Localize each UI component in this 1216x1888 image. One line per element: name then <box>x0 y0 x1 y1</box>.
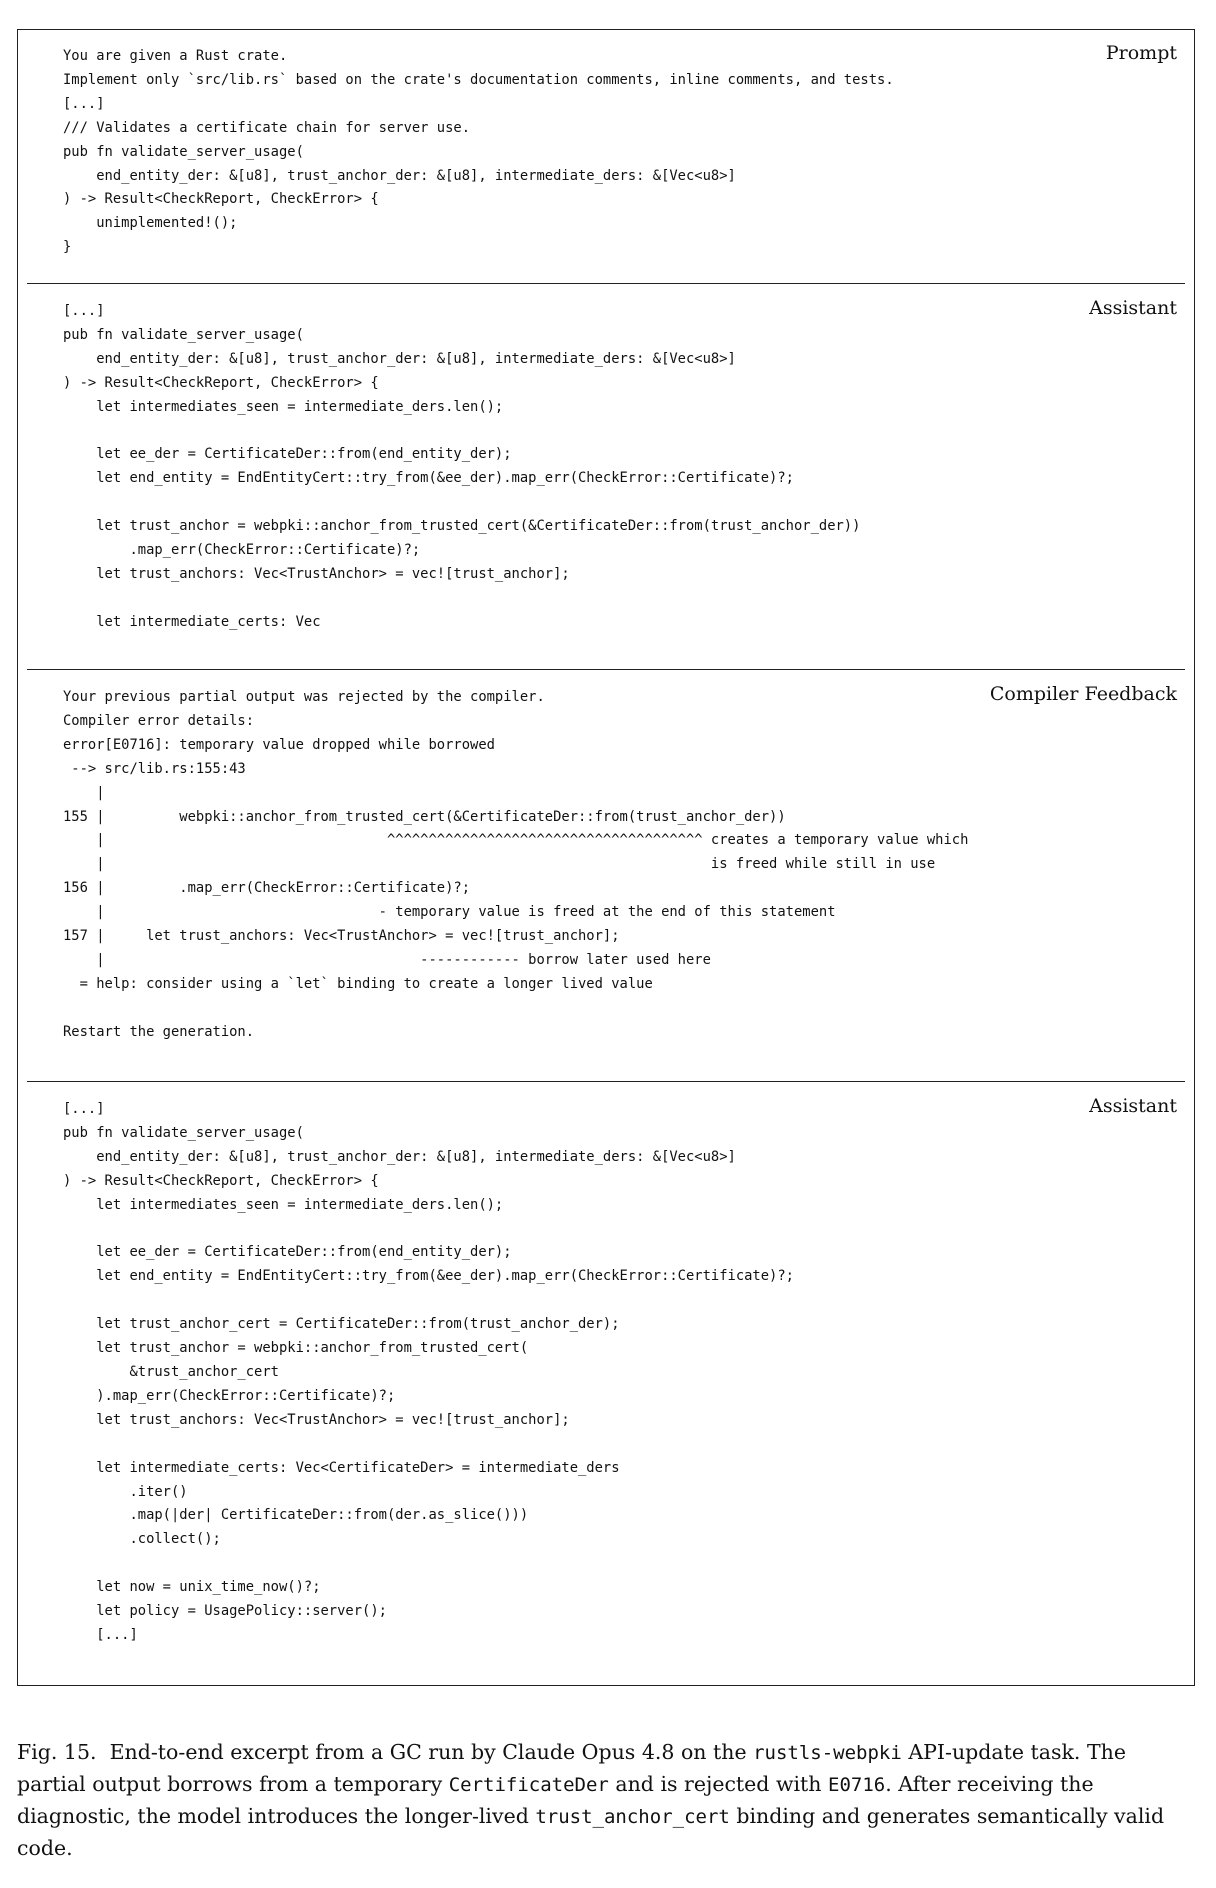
caption-text: API-update task. The partial output borrows from a temporary <box>17 1740 1126 1796</box>
prompt-code-block: You are given a Rust crate. Implement only `src/lib.rs` based on the crate's documentation comments, inline comments, and tests. [...] /// Validates a certificate chain for server use. pub fn validate_server_usage( end_entity_der: &[u8], trust_anchor_der: &[u8], intermediate_ders: &[Vec<u8>] ) -> Result<CheckReport, CheckError> { unimplemented!(); } <box>63 48 894 256</box>
caption-code: CertificateDer <box>448 1774 609 1796</box>
compiler-feedback-code-block: Your previous partial output was rejected by the compiler. Compiler error details: error[E0716]: temporary value dropped while borrowed --> src/lib.rs:155:43 | 155 | webpki::anchor_from_trusted_cert(&CertificateDer::from(trust_anchor_der)) | ^^^^^^^^^^^^^^^^^^^^^^^^^^^^^^^^^^^^^^ creates a temporary value which | is freed while still in use 156 | .map_err(CheckError::Certificate)?; | - temporary value is freed at the end of this statement 157 | let trust_anchors: Vec<TrustAnchor> = vec![trust_anchor]; | ------------ borrow later used here = help: consider using a `let` binding to create a longer lived value Restart the generation. <box>63 689 969 1040</box>
caption-code: trust_anchor_cert <box>535 1806 730 1828</box>
caption-text: and is rejected with <box>608 1772 829 1796</box>
caption-code: E0716 <box>828 1774 886 1796</box>
section-role-label: Assistant <box>1089 1095 1177 1117</box>
caption-text: . After receiving the diagnostic, the model introduces the longer-lived <box>17 1772 1094 1828</box>
section-role-label: Prompt <box>1105 42 1177 64</box>
caption-text: End-to-end excerpt from a GC run by Claude Opus 4.8 on the <box>109 1740 754 1764</box>
prompt-section <box>18 30 1194 283</box>
figure-caption <box>17 1737 1197 1864</box>
caption-code: rustls-webpki <box>753 1742 902 1764</box>
caption-label: Fig. 15. <box>17 1740 97 1764</box>
assistant-section-1 <box>18 283 1194 669</box>
compiler-feedback-section <box>18 669 1194 1081</box>
assistant-code-block-2: [...] pub fn validate_server_usage( end_entity_der: &[u8], trust_anchor_der: &[u8], intermediate_ders: &[Vec<u8>] ) -> Result<CheckReport, CheckError> { let intermediates_seen = intermediate_ders.len(); let ee_der = CertificateDer::from(end_entity_der); let end_entity = EndEntityCert::try_from(&ee_der).map_err(CheckError::Certificate)?; let trust_anchor_cert = CertificateDer::from(trust_anchor_der); let trust_anchor = webpki::anchor_from_trusted_cert( &trust_anchor_cert ).map_err(CheckError::Certificate)?; let trust_anchors: Vec<TrustAnchor> = vec![trust_anchor]; let intermediate_certs: Vec<CertificateDer> = intermediate_ders .iter() .map(|der| CertificateDer::from(der.as_slice())) .collect(); let now = unix_time_now()?; let policy = UsagePolicy::server(); [...] <box>63 1101 794 1643</box>
transcript-frame <box>17 29 1195 1686</box>
caption-text: binding and generates semantically valid code. <box>17 1804 1165 1860</box>
assistant-code-block-1: [...] pub fn validate_server_usage( end_entity_der: &[u8], trust_anchor_der: &[u8], intermediate_ders: &[Vec<u8>] ) -> Result<CheckReport, CheckError> { let intermediates_seen = intermediate_ders.len(); let ee_der = CertificateDer::from(end_entity_der); let end_entity = EndEntityCert::try_from(&ee_der).map_err(CheckError::Certificate)?; let trust_anchor = webpki::anchor_from_trusted_cert(&CertificateDer::from(trust_anchor_der)) .map_err(CheckError::Certificate)?; let trust_anchors: Vec<TrustAnchor> = vec![trust_anchor]; let intermediate_certs: Vec <box>63 303 861 630</box>
assistant-section-2 <box>18 1081 1194 1685</box>
section-role-label: Compiler Feedback <box>989 683 1177 705</box>
section-role-label: Assistant <box>1089 297 1177 319</box>
